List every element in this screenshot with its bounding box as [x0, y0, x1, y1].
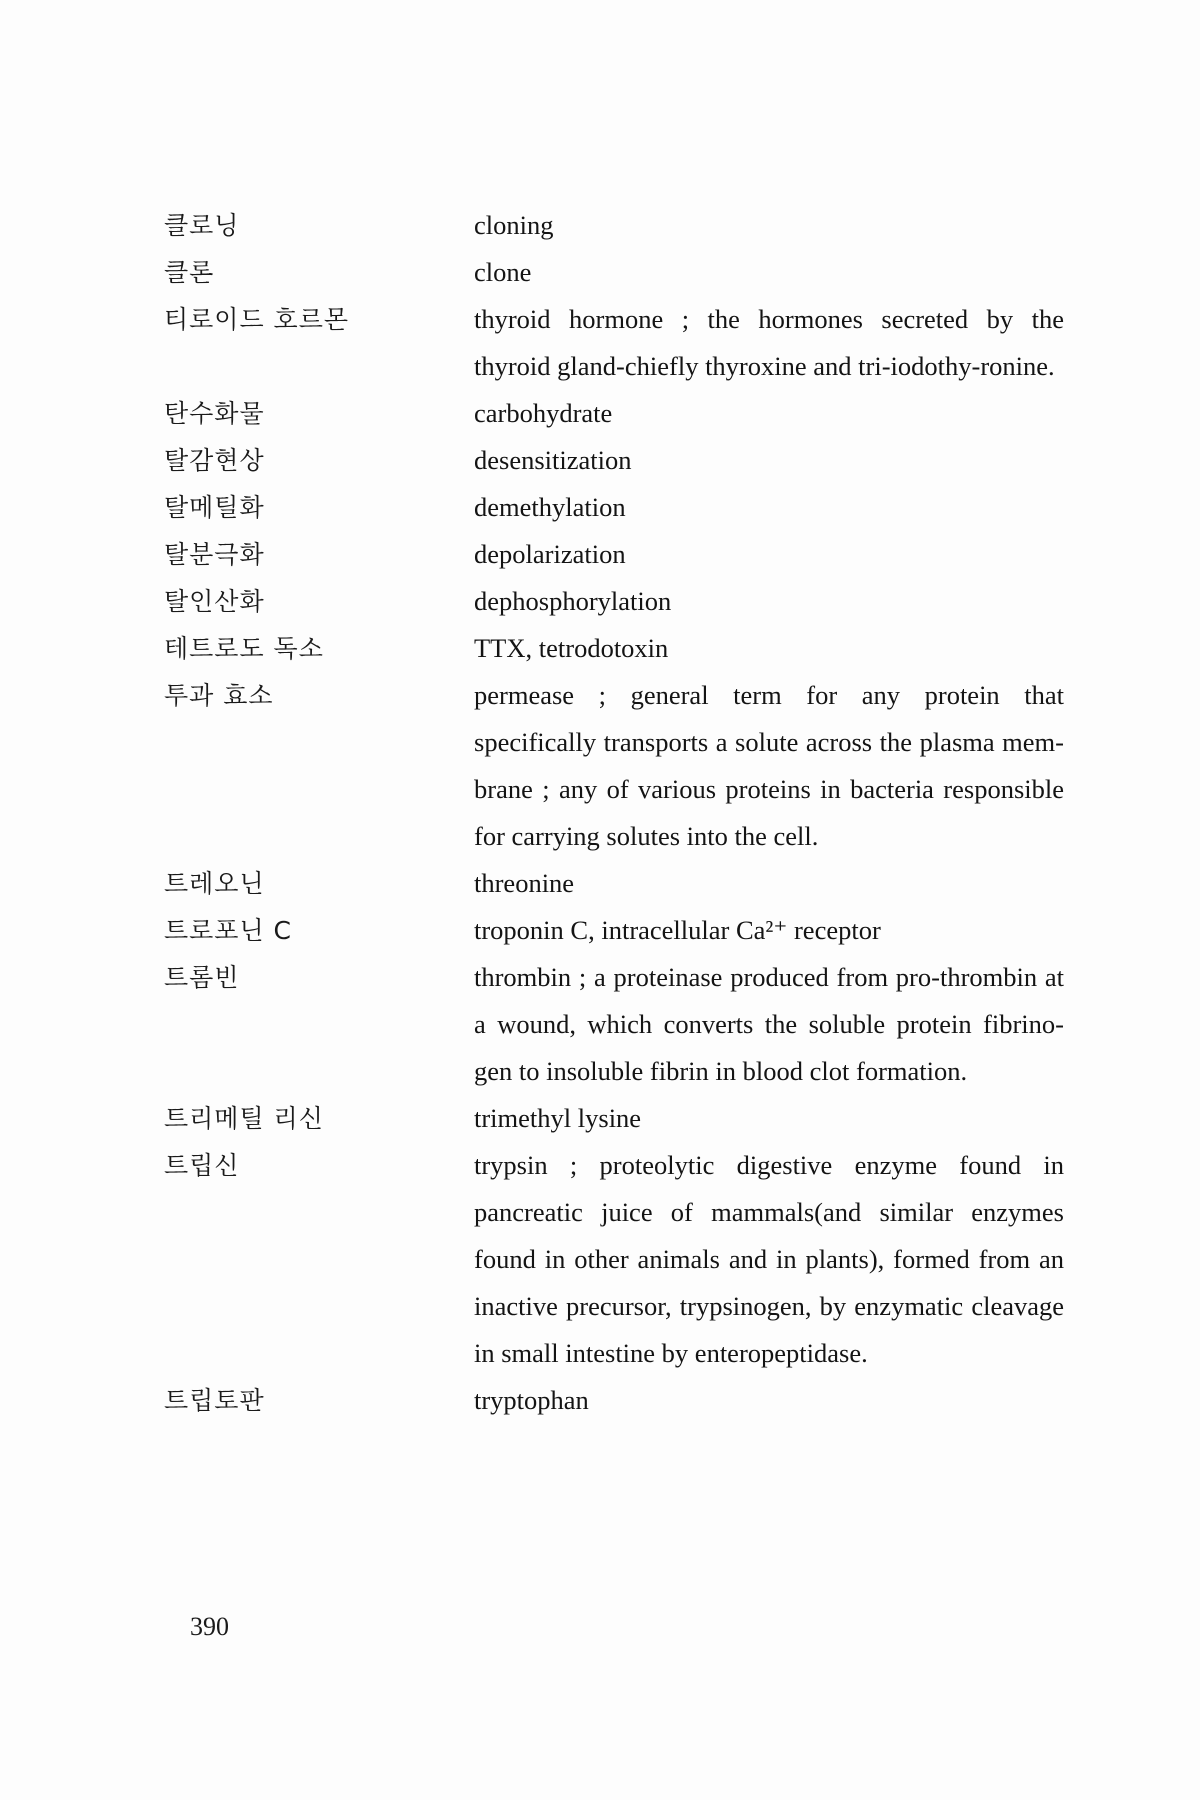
korean-term: 클론	[164, 258, 215, 287]
glossary-entry	[164, 484, 1064, 531]
glossary-entry	[164, 1095, 1064, 1142]
korean-term: 트롬빈	[164, 963, 240, 992]
english-definition: threonine	[474, 868, 575, 898]
english-definition: desensitization	[474, 445, 632, 475]
glossary-list	[164, 202, 1064, 1424]
korean-term: 탈감현상	[164, 446, 265, 475]
korean-term: 트리메틸 리신	[164, 1104, 324, 1133]
english-definition: trimethyl lysine	[474, 1103, 642, 1133]
english-definition: cloning	[474, 210, 554, 240]
glossary-entry	[164, 860, 1064, 907]
glossary-entry	[164, 1377, 1064, 1424]
english-definition: dephosphorylation	[474, 586, 672, 616]
glossary-entry	[164, 954, 1064, 1095]
english-definition: depolarization	[474, 539, 626, 569]
korean-term: 테트로도 독소	[164, 634, 324, 663]
korean-term: 클로닝	[164, 211, 240, 240]
english-definition: permease ; general term for any protein that specifically transports a solute across the plasma mem-brane ; any of various proteins in bacteria responsible for carrying solutes into the cell.	[474, 680, 1064, 851]
glossary-entry	[164, 296, 1064, 390]
glossary-entry	[164, 1142, 1064, 1377]
korean-term: 트립토판	[164, 1386, 265, 1415]
korean-term: 트레오닌	[164, 869, 265, 898]
glossary-entry	[164, 672, 1064, 860]
korean-term: 투과 효소	[164, 681, 274, 710]
glossary-entry	[164, 202, 1064, 249]
korean-term: 탄수화물	[164, 399, 265, 428]
glossary-entry	[164, 249, 1064, 296]
english-definition: demethylation	[474, 492, 626, 522]
english-definition: tryptophan	[474, 1385, 589, 1415]
glossary-entry	[164, 625, 1064, 672]
english-definition: carbohydrate	[474, 398, 613, 428]
glossary-entry	[164, 907, 1064, 954]
english-definition: trypsin ; proteolytic digestive enzyme found in pancreatic juice of mammals(and similar enzymes found in other animals and in plants), formed from an inactive precursor, trypsinogen, by enzymatic cleavage in small intestine by enteropeptidase.	[474, 1150, 1064, 1368]
english-definition: clone	[474, 257, 532, 287]
english-definition: thyroid hormone ; the hormones secreted by the thyroid gland-chiefly thyroxine and tri-iodothy-ronine.	[474, 304, 1064, 381]
korean-term: 트립신	[164, 1151, 240, 1180]
page-number: 390	[190, 1612, 229, 1641]
glossary-entry	[164, 531, 1064, 578]
glossary-entry	[164, 578, 1064, 625]
korean-term: 티로이드 호르몬	[164, 305, 349, 334]
glossary-entry	[164, 437, 1064, 484]
korean-term: 트로포닌 C	[164, 916, 293, 945]
english-definition: TTX, tetrodotoxin	[474, 633, 669, 663]
english-definition: troponin C, intracellular Ca²⁺ receptor	[474, 915, 881, 945]
korean-term: 탈분극화	[164, 540, 265, 569]
english-definition: thrombin ; a proteinase produced from pro-thrombin at a wound, which converts the soluble protein fibrino-gen to insoluble fibrin in blood clot formation.	[474, 962, 1064, 1086]
korean-term: 탈인산화	[164, 587, 265, 616]
korean-term: 탈메틸화	[164, 493, 265, 522]
glossary-entry	[164, 390, 1064, 437]
